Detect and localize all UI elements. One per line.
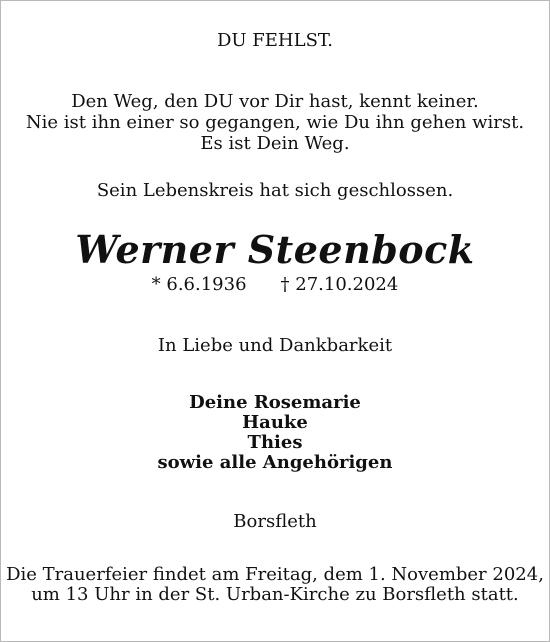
- mourner-name: Thies: [247, 432, 303, 453]
- poem-line: Nie ist ihn einer so gegangen, wie Du ihn gehen wirst.: [25, 112, 525, 133]
- mourner-name: Hauke: [242, 412, 308, 433]
- mourner-name: Deine Rosemarie: [189, 392, 361, 413]
- poem-line: Es ist Dein Weg.: [200, 133, 350, 154]
- deceased-name: Werner Steenbock: [75, 227, 475, 272]
- poem-line: Den Weg, den DU vor Dir hast, kennt keiner.: [71, 91, 479, 112]
- birth-date: * 6.6.1936: [151, 274, 247, 295]
- place-name: Borsfleth: [233, 511, 317, 532]
- notice-header: DU FEHLST.: [216, 30, 333, 51]
- motto: Sein Lebenskreis hat sich geschlossen.: [96, 180, 454, 201]
- mourner-name: sowie alle Angehörigen: [157, 452, 393, 473]
- funeral-info-line: Die Trauerfeier findet am Freitag, dem 1. November 2024,: [6, 564, 544, 585]
- death-date: † 27.10.2024: [280, 274, 399, 295]
- gratitude-line: In Liebe und Dankbarkeit: [157, 335, 393, 356]
- life-dates: [0, 275, 550, 295]
- funeral-info-line: um 13 Uhr in der St. Urban-Kirche zu Borsfleth statt.: [31, 584, 519, 605]
